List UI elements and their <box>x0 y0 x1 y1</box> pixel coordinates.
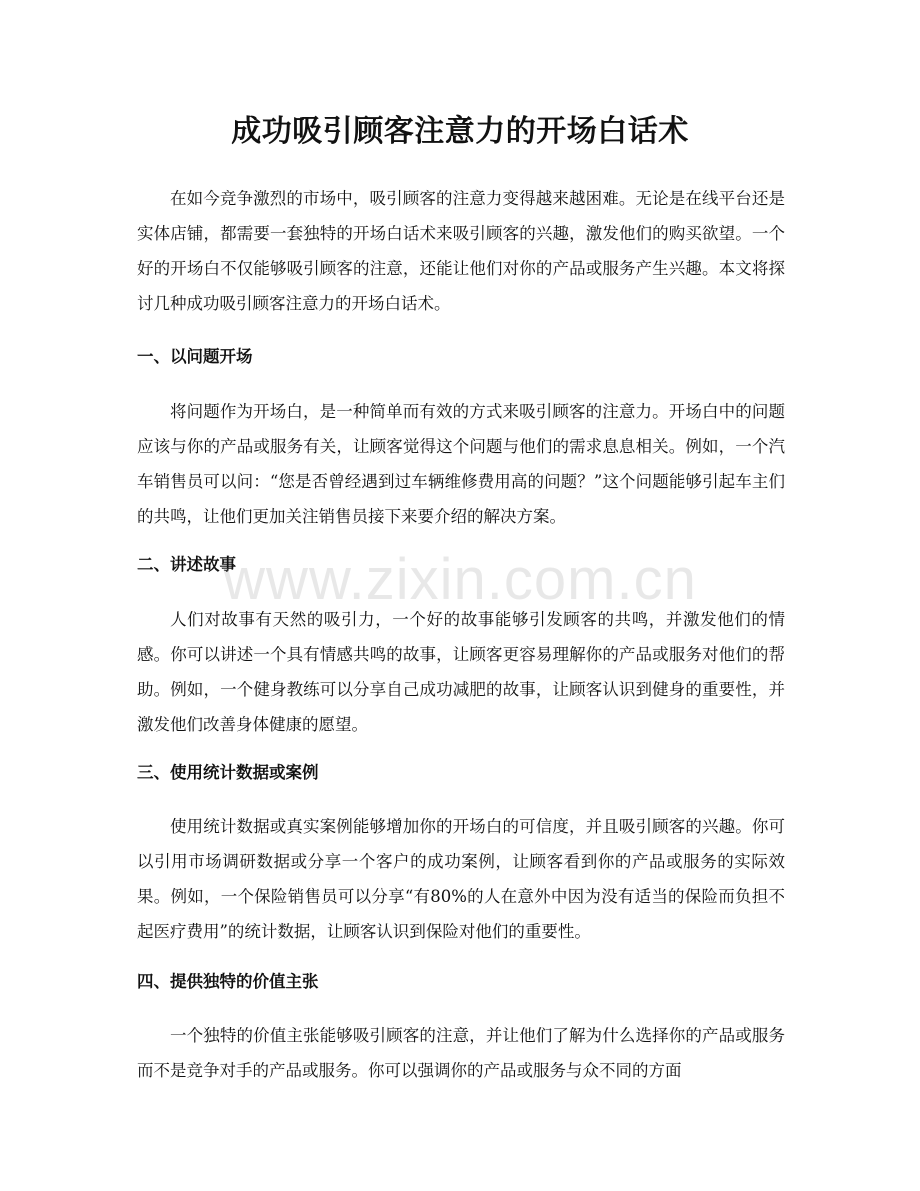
section-heading-3: 三、使用统计数据或案例 <box>137 763 319 782</box>
section-body-3: 使用统计数据或真实案例能够增加你的开场白的可信度，并且吸引顾客的兴趣。你可以引用市场调研数据或分享一个客户的成功案例，让顾客看到你的产品或服务的实际效果。例如，一个保险销售员可以分享“有80%的人在意外中因为没有适当的保险而负担不起医疗费用”的统计数据，让顾客认识到保险对他们的重要性。 <box>137 817 785 941</box>
section-heading-1: 一、以问题开场 <box>137 347 253 366</box>
section-body-2: 人们对故事有天然的吸引力，一个好的故事能够引发顾客的共鸣，并激发他们的情感。你可以讲述一个具有情感共鸣的故事，让顾客更容易理解你的产品或服务对他们的帮助。例如，一个健身教练可以分享自己成功减肥的故事，让顾客认识到健身的重要性，并激发他们改善身体健康的愿望。 <box>137 610 785 734</box>
document-title: 成功吸引顾客注意力的开场白话术 <box>231 114 689 149</box>
watermark: www.zixin.com.cn <box>223 547 697 612</box>
section-heading-2: 二、讲述故事 <box>137 555 236 574</box>
intro-paragraph: 在如今竞争激烈的市场中，吸引顾客的注意力变得越来越困难。无论是在线平台还是实体店铺，都需要一套独特的开场白话术来吸引顾客的兴趣，激发他们的购买欲望。一个好的开场白不仅能够吸引顾客的注意，还能让他们对你的产品或服务产生兴趣。本文将探讨几种成功吸引顾客注意力的开场白话术。 <box>137 189 785 313</box>
section-body-4: 一个独特的价值主张能够吸引顾客的注意，并让他们了解为什么选择你的产品或服务而不是竞争对手的产品或服务。你可以强调你的产品或服务与众不同的方面 <box>137 1026 785 1080</box>
section-body-1: 将问题作为开场白，是一种简单而有效的方式来吸引顾客的注意力。开场白中的问题应该与你的产品或服务有关，让顾客觉得这个问题与他们的需求息息相关。例如，一个汽车销售员可以问：“您是否曾经遇到过车辆维修费用高的问题？”这个问题能够引起车主们的共鸣，让他们更加关注销售员接下来要介绍的解决方案。 <box>137 402 785 526</box>
section-heading-4: 四、提供独特的价值主张 <box>137 972 319 991</box>
